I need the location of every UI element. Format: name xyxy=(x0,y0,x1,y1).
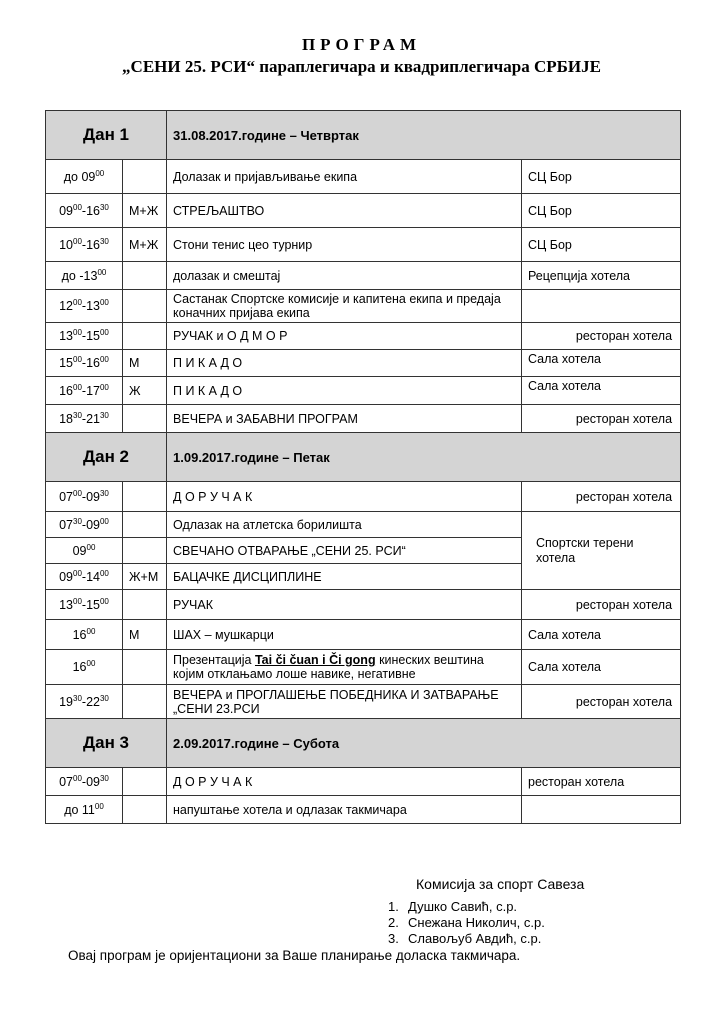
time-cell: $13^{00}-15^{00}$ xyxy=(46,323,123,350)
time-cell: $19^{30}-22^{30}$ xyxy=(46,685,123,719)
table-row xyxy=(46,685,681,719)
title-line-event: „СЕНИ 25. РСИ“ параплегичара и квадриплегичара СРБИЈЕ xyxy=(122,57,601,76)
event-cell: Д О Р У Ч А К xyxy=(167,768,522,796)
highlighted-text: Tai či čuan i Či gong xyxy=(254,653,376,667)
category-cell: М+Ж xyxy=(123,194,167,228)
location-cell: ресторан хотела xyxy=(522,768,681,796)
committee-list xyxy=(388,899,545,947)
category-cell xyxy=(123,685,167,719)
category-cell xyxy=(123,323,167,350)
location-cell: ресторан хотела xyxy=(522,323,681,350)
category-cell xyxy=(123,768,167,796)
category-cell: М xyxy=(123,620,167,650)
time-cell: до $09^{00}$ xyxy=(46,160,123,194)
day-date: 2.09.2017.године – Субота xyxy=(167,719,681,768)
table-row xyxy=(46,262,681,290)
table-row xyxy=(46,350,681,377)
event-cell: ВЕЧЕРА и ЗАБАВНИ ПРОГРАМ xyxy=(167,405,522,433)
day-header-row xyxy=(46,111,681,160)
day-header-row xyxy=(46,433,681,482)
category-cell xyxy=(123,482,167,512)
location-cell: Сала хотела xyxy=(522,377,681,405)
day-label: Дан 2 xyxy=(46,433,167,482)
day-date: 1.09.2017.године – Петак xyxy=(167,433,681,482)
day-header-row xyxy=(46,719,681,768)
time-cell: $07^{30}-09^{00}$ xyxy=(46,512,123,538)
event-cell: П И К А Д О xyxy=(167,350,522,377)
location-cell: ресторан хотела xyxy=(522,405,681,433)
location-cell: ресторан хотела xyxy=(522,482,681,512)
category-cell: Ж+М xyxy=(123,564,167,590)
table-row xyxy=(46,650,681,685)
location-cell: СЦ Бор xyxy=(522,228,681,262)
event-cell: Д О Р У Ч А К xyxy=(167,482,522,512)
time-cell: $09^{00}-16^{30}$ xyxy=(46,194,123,228)
category-cell xyxy=(123,590,167,620)
event-cell: РУЧАК xyxy=(167,590,522,620)
table-row xyxy=(46,482,681,512)
time-cell: $16^{00}$ xyxy=(46,620,123,650)
location-cell: Рецепција хотела xyxy=(522,262,681,290)
table-row xyxy=(46,768,681,796)
day-date: 31.08.2017.године – Четвртак xyxy=(167,111,681,160)
event-cell: Презентација Tai či čuan i Či gong кинеских вештина којим отклањамо лоше навике, негативне xyxy=(167,650,522,685)
table-row xyxy=(46,160,681,194)
time-cell: $18^{30}-21^{30}$ xyxy=(46,405,123,433)
day-label: Дан 3 xyxy=(46,719,167,768)
location-cell xyxy=(522,796,681,824)
location-cell: Сала хотела xyxy=(522,350,681,377)
time-cell: $10^{00}-16^{30}$ xyxy=(46,228,123,262)
event-cell: П И К А Д О xyxy=(167,377,522,405)
event-cell: БАЦАЧКЕ ДИСЦИПЛИНЕ xyxy=(167,564,522,590)
event-cell: РУЧАК и О Д М О Р xyxy=(167,323,522,350)
time-cell: до $11^{00}$ xyxy=(46,796,123,824)
event-cell: СВЕЧАНО ОТВАРАЊЕ „СЕНИ 25. РСИ“ xyxy=(167,538,522,564)
time-cell: $07^{00}-09^{30}$ xyxy=(46,768,123,796)
committee-title: Комисија за спорт Савеза xyxy=(416,876,585,892)
event-cell: Одлазак на атлетска борилишта xyxy=(167,512,522,538)
category-cell xyxy=(123,512,167,538)
table-row xyxy=(46,620,681,650)
time-cell: $16^{00}-17^{00}$ xyxy=(46,377,123,405)
table-row xyxy=(46,228,681,262)
category-cell xyxy=(123,262,167,290)
location-cell: СЦ Бор xyxy=(522,160,681,194)
day-label: Дан 1 xyxy=(46,111,167,160)
event-cell: Стони тенис цео турнир xyxy=(167,228,522,262)
footer-note: Овај програм је оријентациони за Ваше планирање доласка такмичара. xyxy=(68,948,521,963)
table-row xyxy=(46,377,681,405)
table-row xyxy=(46,323,681,350)
location-cell: Сала хотела xyxy=(522,650,681,685)
table-row xyxy=(46,194,681,228)
list-item: 3. Славољуб Авдић, с.р. xyxy=(388,931,542,946)
table-row xyxy=(46,796,681,824)
category-cell: Ж xyxy=(123,377,167,405)
category-cell xyxy=(123,538,167,564)
table-row xyxy=(46,590,681,620)
table-row xyxy=(46,405,681,433)
title-line-program: ПРОГРАМ xyxy=(301,35,422,54)
event-cell: долазак и смештај xyxy=(167,262,522,290)
category-cell xyxy=(123,405,167,433)
document-title xyxy=(0,34,723,78)
event-cell: напуштање хотела и одлазак такмичара xyxy=(167,796,522,824)
event-cell: ШАХ – мушкарци xyxy=(167,620,522,650)
time-cell: $13^{00}-15^{00}$ xyxy=(46,590,123,620)
time-cell: до $-13^{00}$ xyxy=(46,262,123,290)
category-cell xyxy=(123,290,167,323)
event-cell: Долазак и пријављивање екипа xyxy=(167,160,522,194)
time-cell: $15^{00}-16^{00}$ xyxy=(46,350,123,377)
category-cell: М+Ж xyxy=(123,228,167,262)
location-cell: ресторан хотела xyxy=(522,590,681,620)
location-cell: Спортски терени хотела xyxy=(522,512,681,590)
category-cell xyxy=(123,160,167,194)
location-cell: СЦ Бор xyxy=(522,194,681,228)
category-cell xyxy=(123,650,167,685)
time-cell: $07^{00}-09^{30}$ xyxy=(46,482,123,512)
time-cell: $16^{00}$ xyxy=(46,650,123,685)
time-cell: $12^{00}-13^{00}$ xyxy=(46,290,123,323)
category-cell xyxy=(123,796,167,824)
category-cell: М xyxy=(123,350,167,377)
location-cell xyxy=(522,290,681,323)
list-item: 2. Снежана Николич, с.р. xyxy=(388,915,545,930)
event-cell: ВЕЧЕРА и ПРОГЛАШЕЊЕ ПОБЕДНИКА И ЗАТВАРАЊЕ „СЕНИ 23.РСИ xyxy=(167,685,522,719)
schedule-table xyxy=(45,110,681,824)
location-cell: Сала хотела xyxy=(522,620,681,650)
location-cell: ресторан хотела xyxy=(522,685,681,719)
time-cell: $09^{00}-14^{00}$ xyxy=(46,564,123,590)
event-cell: СТРЕЉАШТВО xyxy=(167,194,522,228)
list-item: 1. Душко Савић, с.р. xyxy=(388,899,518,914)
time-cell: $09^{00}$ xyxy=(46,538,123,564)
table-row xyxy=(46,512,681,538)
table-row xyxy=(46,290,681,323)
event-cell: Састанак Спортске комисије и капитена екипа и предаја коначних пријава екипа xyxy=(167,290,522,323)
